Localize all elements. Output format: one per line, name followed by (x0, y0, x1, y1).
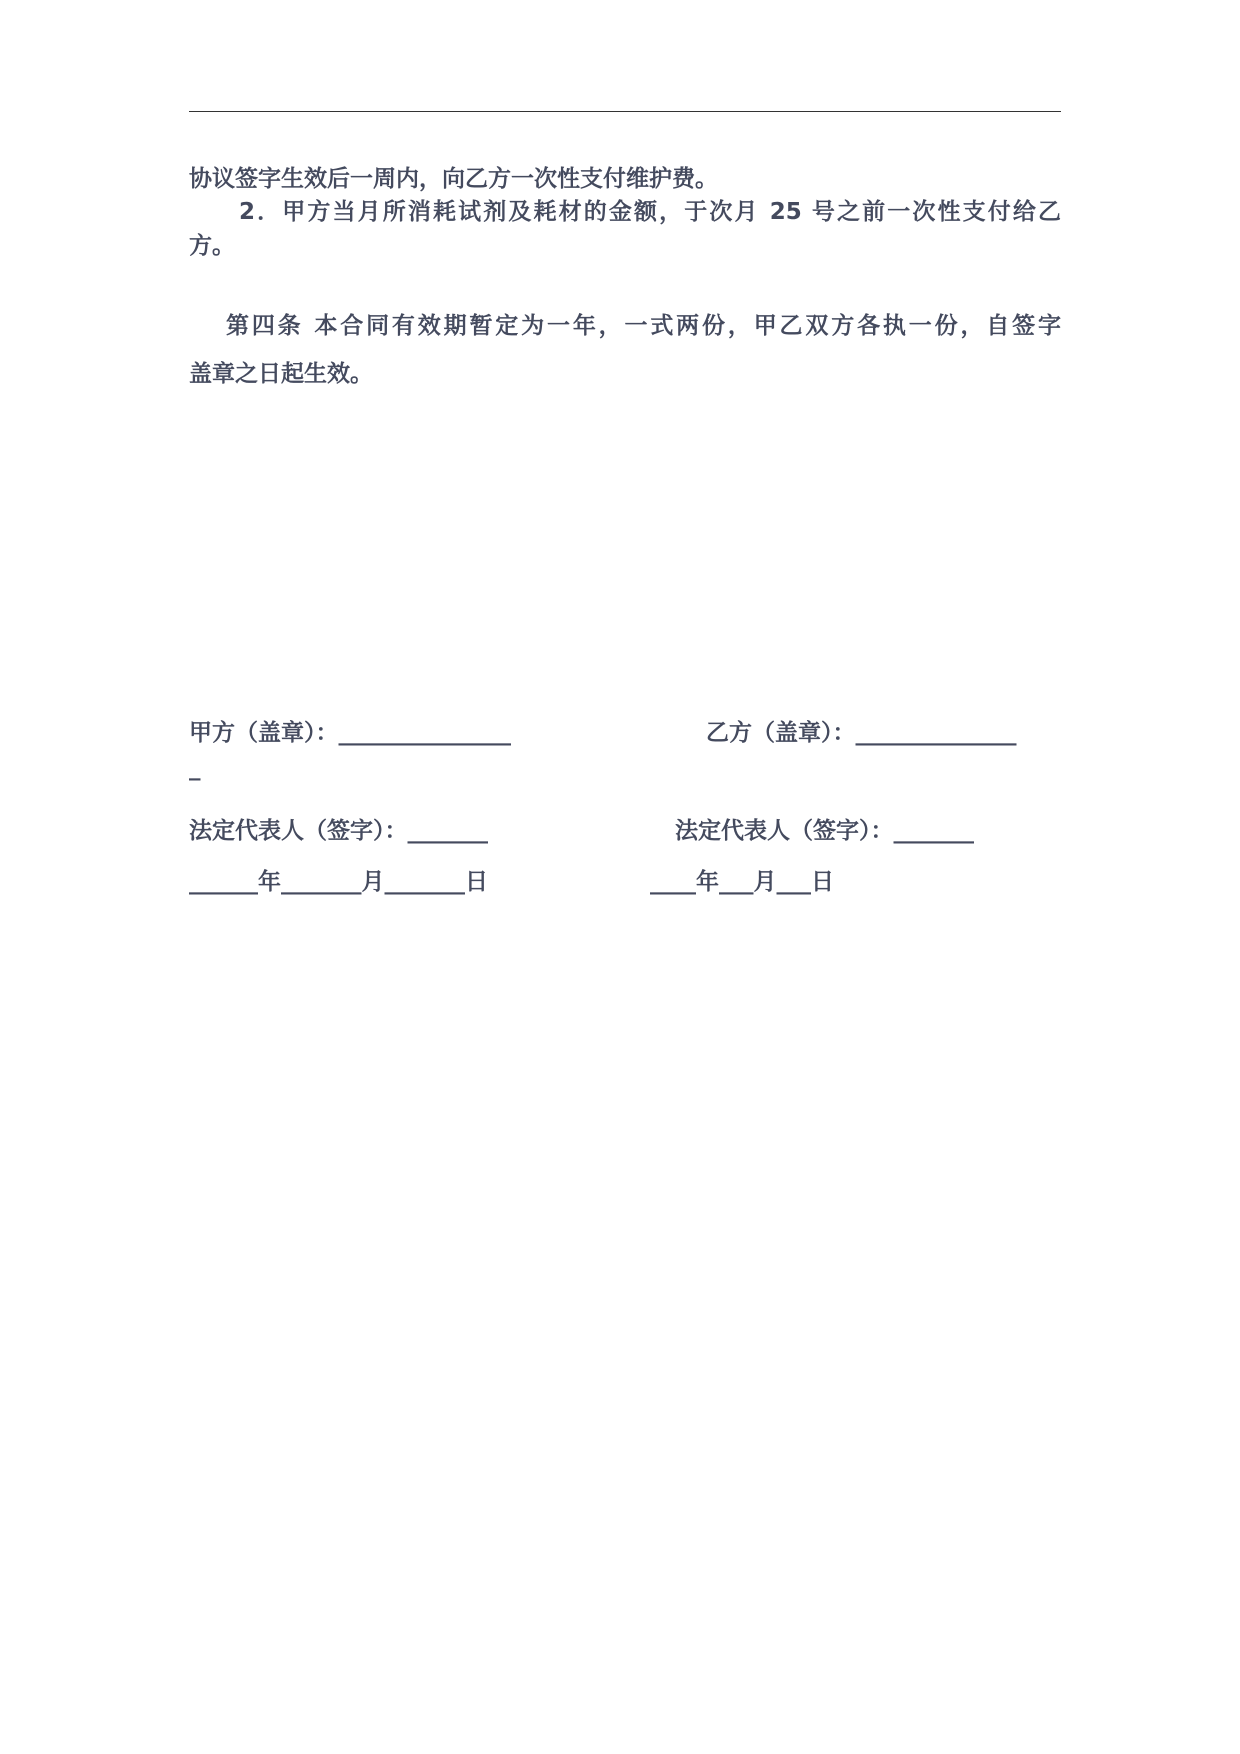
payment-clause-2-line-1: 2．甲方当月所消耗试剂及耗材的金额，于次月 25 号之前一次性支付给乙 (239, 199, 1061, 225)
party-b-date-field: ____年___月___日 (650, 869, 834, 895)
party-a-date-field: ______年_______月_______日 (189, 869, 488, 895)
party-b-representative-field: 法定代表人（签字）：_______ (675, 818, 974, 844)
article-4-line-1: 第四条 本合同有效期暂定为一年，一式两份，甲乙双方各执一份，自签字 (226, 313, 1061, 339)
article-4-line-2: 盖章之日起生效。 (189, 361, 373, 387)
payment-clause-2-line-2: 方。 (189, 233, 235, 259)
header-rule (189, 111, 1061, 112)
payment-clause-line-1: 协议签字生效后一周内，向乙方一次性支付维护费。 (189, 166, 718, 192)
party-a-representative-field: 法定代表人（签字）：_______ (189, 818, 488, 844)
party-b-seal-field: 乙方（盖章）：______________ (706, 720, 1017, 746)
party-a-seal-field: 甲方（盖章）：_______________ (189, 720, 511, 746)
party-b-seal-underline-wrap: _ (189, 755, 201, 781)
